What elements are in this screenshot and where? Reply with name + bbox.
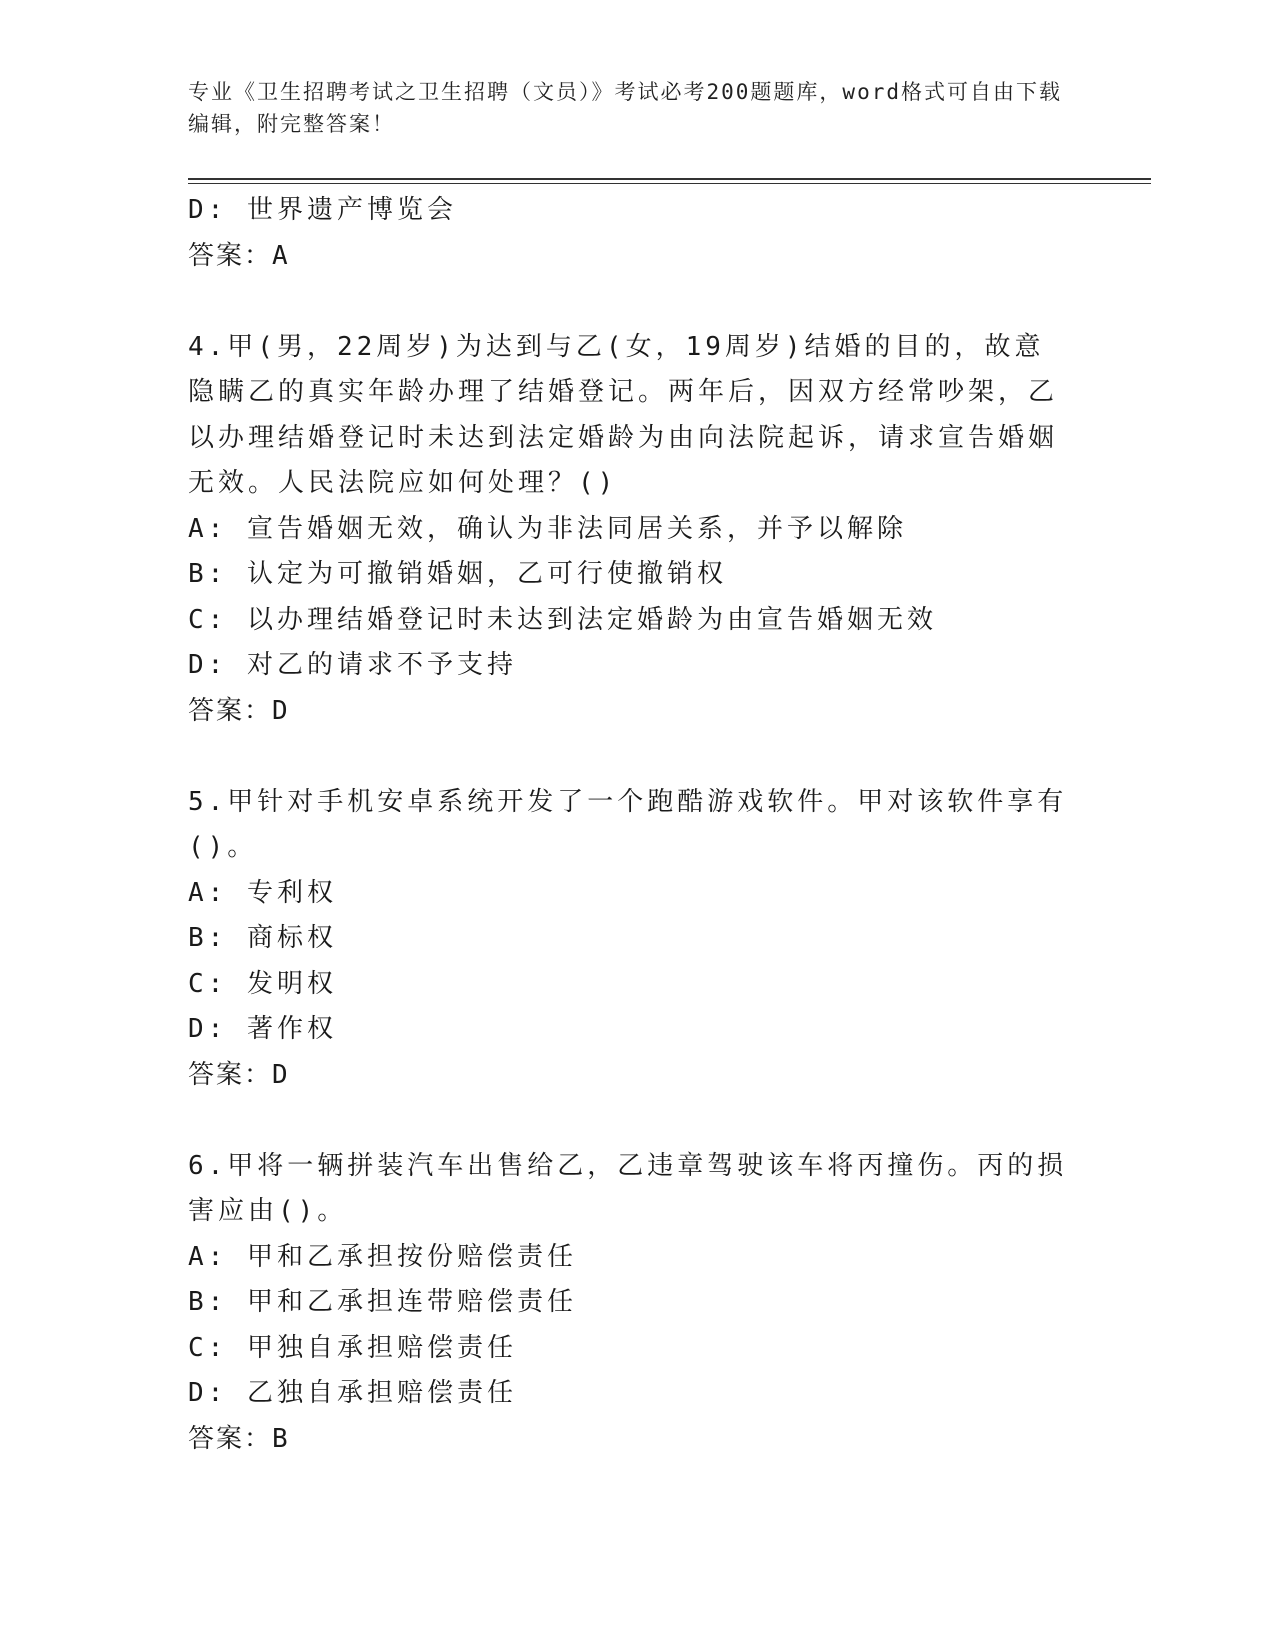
answer-line: 答案：B xyxy=(188,1423,290,1454)
answer-line: 答案：D xyxy=(188,1059,290,1090)
option-b: B: 甲和乙承担连带赔偿责任 xyxy=(188,1287,577,1317)
option-c: C: 甲独自承担赔偿责任 xyxy=(188,1332,517,1363)
option-d: D: 著作权 xyxy=(188,1014,337,1044)
option-d: D: 世界遗产博览会 xyxy=(188,195,457,225)
question-text: 5.甲针对手机安卓系统开发了一个跑酷游戏软件。甲对该软件享有()。 xyxy=(188,786,1068,862)
question-text: 4.甲(男，22周岁)为达到与乙(女，19周岁)结婚的目的，故意隐瞒乙的真实年龄办理了结婚登记。两年后，因双方经常吵架，乙以办理结婚登记时未达到法定婚龄为由向法院起诉，请求宣告婚姻无效。人民法院应如何处理？() xyxy=(188,331,1059,498)
header-divider-thick xyxy=(188,178,1151,180)
option-a: A: 专利权 xyxy=(188,877,337,908)
answer-line: 答案：A xyxy=(188,240,290,271)
option-d: D: 乙独自承担赔偿责任 xyxy=(188,1378,517,1408)
option-b: B: 认定为可撤销婚姻，乙可行使撤销权 xyxy=(188,559,727,589)
question-text: 6.甲将一辆拼装汽车出售给乙，乙违章驾驶该车将丙撞伤。丙的损害应由()。 xyxy=(188,1150,1068,1226)
page-header: 专业《卫生招聘考试之卫生招聘（文员）》考试必考200题题库，word格式可自由下载编辑，附完整答案！ xyxy=(188,80,1062,136)
option-c: C: 以办理结婚登记时未达到法定婚龄为由宣告婚姻无效 xyxy=(188,604,937,635)
header-divider-thin xyxy=(188,183,1151,184)
option-b: B: 商标权 xyxy=(188,923,337,953)
option-a: A: 甲和乙承担按份赔偿责任 xyxy=(188,1241,577,1272)
question-content xyxy=(188,188,1068,1462)
option-d: D: 对乙的请求不予支持 xyxy=(188,650,517,680)
option-c: C: 发明权 xyxy=(188,968,337,999)
answer-line: 答案：D xyxy=(188,695,290,726)
option-a: A: 宣告婚姻无效，确认为非法同居关系，并予以解除 xyxy=(188,513,907,544)
